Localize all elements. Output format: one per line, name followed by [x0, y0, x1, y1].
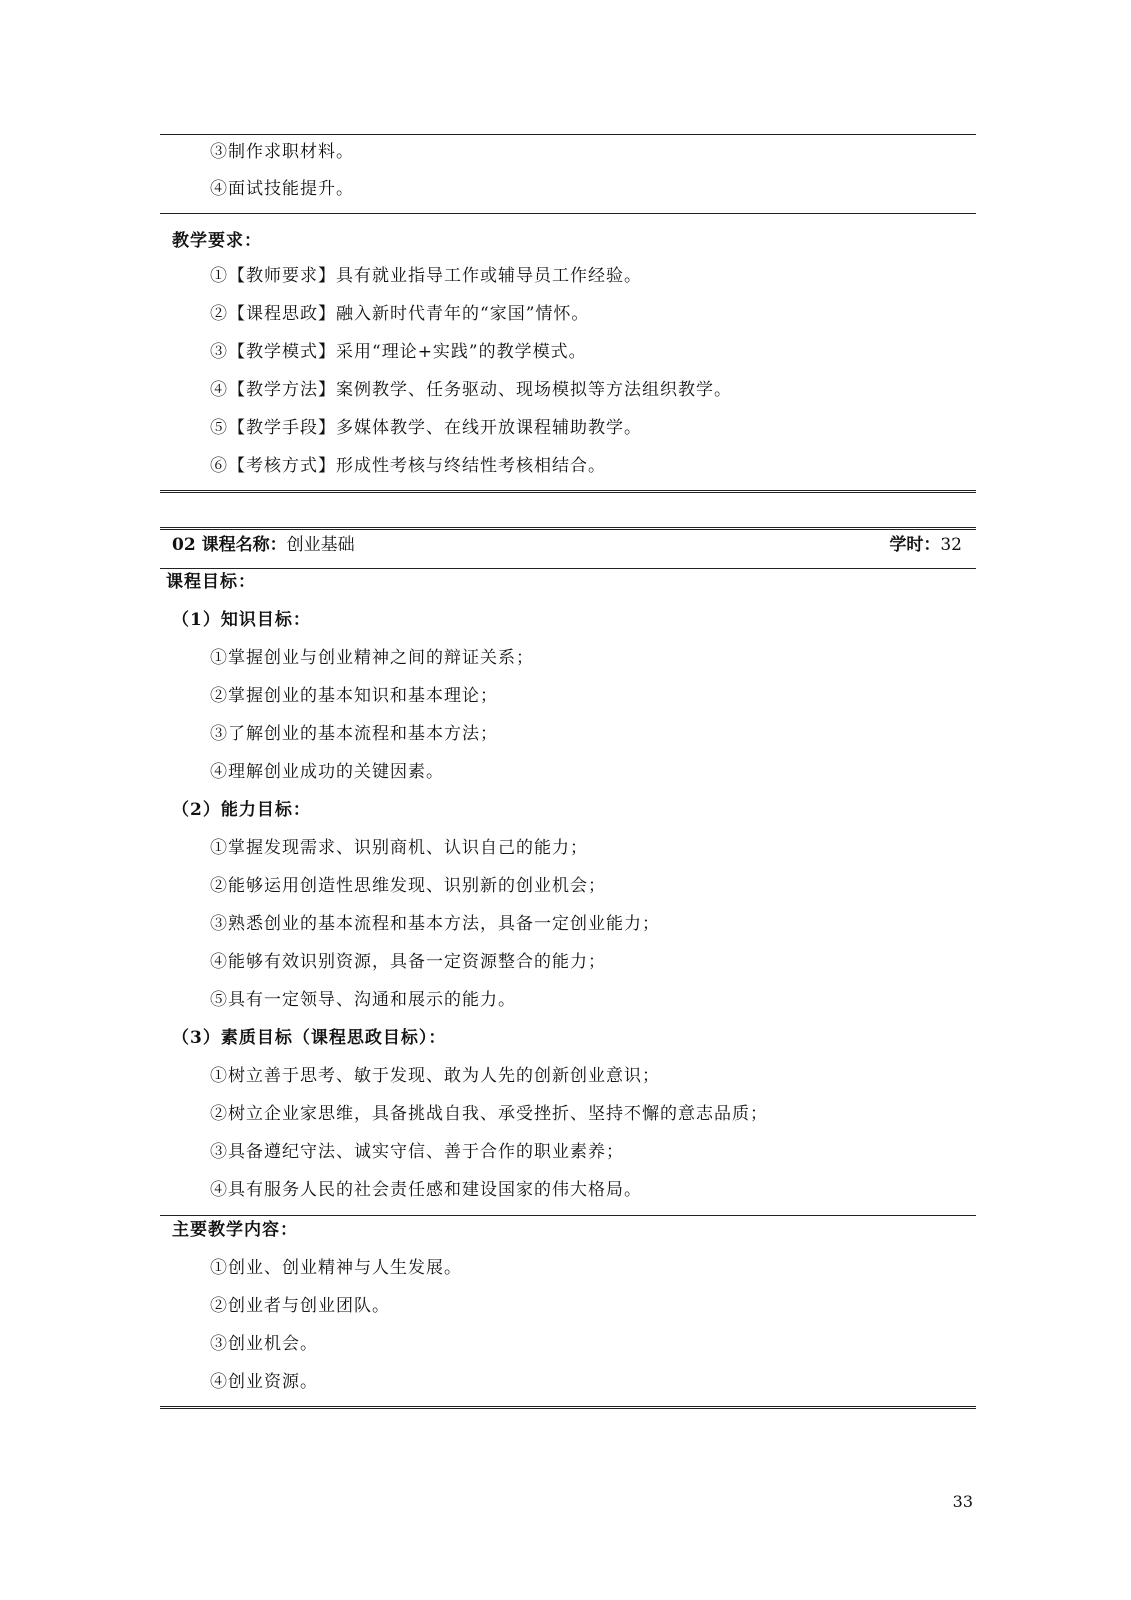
content-item: ①创业、创业精神与人生发展。 — [210, 1258, 462, 1278]
content-item: ④创业资源。 — [210, 1372, 318, 1392]
ability-heading: （2）能力目标： — [172, 800, 311, 820]
objective-item: ④具有服务人民的社会责任感和建设国家的伟大格局。 — [210, 1180, 642, 1200]
table-bottom-rule — [160, 1406, 976, 1409]
objective-item: ⑤具有一定领导、沟通和展示的能力。 — [210, 990, 516, 1010]
course-name-value: 创业基础 — [286, 535, 355, 555]
section-divider — [160, 1215, 976, 1216]
course-name-label: 02 课程名称： — [172, 535, 287, 555]
table-bottom-rule — [160, 490, 976, 493]
requirement-item: ②【课程思政】融入新时代青年的“家国”情怀。 — [210, 304, 590, 324]
objectives-heading: 课程目标： — [166, 572, 256, 592]
requirements-heading: 教学要求： — [172, 231, 262, 251]
content-heading: 主要教学内容： — [172, 1220, 298, 1240]
objective-item: ④能够有效识别资源，具备一定资源整合的能力； — [210, 952, 606, 972]
objective-item: ①掌握创业与创业精神之间的辩证关系； — [210, 648, 534, 668]
knowledge-heading: （1）知识目标： — [172, 610, 311, 630]
content-item: ②创业者与创业团队。 — [210, 1296, 390, 1316]
requirement-item: ⑤【教学手段】多媒体教学、在线开放课程辅助教学。 — [210, 418, 642, 438]
content-item: ③制作求职材料。 — [210, 142, 354, 162]
quality-heading: （3）素质目标（课程思政目标）： — [172, 1028, 447, 1048]
objective-item: ①树立善于思考、敏于发现、敢为人先的创新创业意识； — [210, 1066, 660, 1086]
requirement-item: ③【教学模式】采用“理论+实践”的教学模式。 — [210, 342, 587, 362]
content-item: ③创业机会。 — [210, 1334, 318, 1354]
table-top-rule — [160, 527, 976, 530]
objective-item: ①掌握发现需求、识别商机、认识自己的能力； — [210, 838, 588, 858]
course-header-row — [172, 533, 962, 557]
course-hours-value: 32 — [940, 535, 962, 555]
section-divider — [160, 568, 976, 569]
page-number: 33 — [952, 1492, 973, 1511]
objective-item: ②树立企业家思维，具备挑战自我、承受挫折、坚持不懈的意志品质； — [210, 1104, 768, 1124]
table-top-rule — [160, 134, 976, 135]
objective-item: ③了解创业的基本流程和基本方法； — [210, 724, 498, 744]
objective-item: ④理解创业成功的关键因素。 — [210, 762, 444, 782]
course-hours-label: 学时： — [889, 535, 941, 555]
objective-item: ②掌握创业的基本知识和基本理论； — [210, 686, 498, 706]
content-item: ④面试技能提升。 — [210, 179, 354, 199]
objective-item: ③熟悉创业的基本流程和基本方法，具备一定创业能力； — [210, 914, 660, 934]
objective-item: ③具备遵纪守法、诚实守信、善于合作的职业素养； — [210, 1142, 624, 1162]
requirement-item: ⑥【考核方式】形成性考核与终结性考核相结合。 — [210, 456, 606, 476]
requirement-item: ④【教学方法】案例教学、任务驱动、现场模拟等方法组织教学。 — [210, 380, 732, 400]
objective-item: ②能够运用创造性思维发现、识别新的创业机会； — [210, 876, 606, 896]
section-divider — [160, 213, 976, 214]
requirement-item: ①【教师要求】具有就业指导工作或辅导员工作经验。 — [210, 266, 642, 286]
